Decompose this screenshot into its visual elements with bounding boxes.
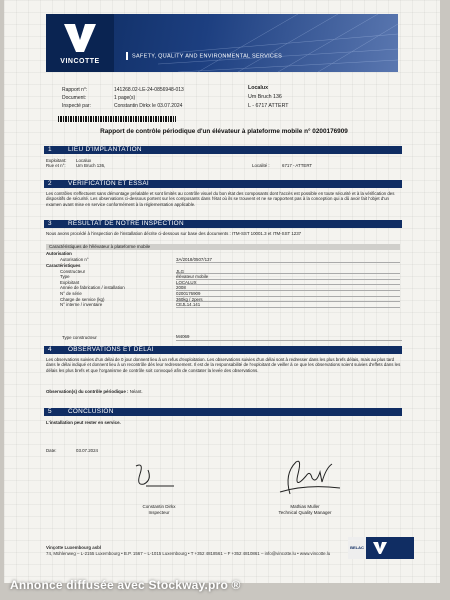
building-graphic: [158, 14, 398, 72]
brand-name: VINCOTTE: [60, 58, 100, 65]
table-row: N° interne / inventaire CEJL14.141: [46, 302, 400, 308]
conclusion-text: L'installation peut rester en service.: [46, 420, 121, 425]
characteristics-table-title: Caractéristiques de l'élévateur à plateforme mobile: [46, 244, 400, 250]
section-4-observations: Observation(s) du contrôle périodique : Néant.: [46, 389, 143, 394]
brand-tagline: SAFETY, QUALITY AND ENVIRONMENTAL SERVICES: [126, 52, 282, 60]
signature-dirkx: [130, 458, 180, 494]
type-constructor-label: Type constructeur: [62, 335, 97, 340]
characteristics-table: [46, 251, 400, 308]
table-row: Type élévateur mobile: [46, 274, 400, 280]
meta-row-report: Rapport n°: 141268.02-LE-24-0856948-013: [62, 87, 184, 93]
section-3-header: 3 RÉSULTAT DE NOTRE INSPECTION: [44, 220, 402, 228]
brand-logo: [46, 14, 114, 72]
section-1-body: Exploitant: Localux Rue et n°: Um Bruch 136, Localité : 6717 - ATTERT: [46, 158, 313, 169]
table-group-characteristics: Caractéristiques: [46, 262, 81, 268]
section-1-header: 1 LIEU D'IMPLANTATION: [44, 146, 402, 154]
document-title: Rapport de contrôle périodique d'un élévateur à plateforme mobile n° 0200176909: [100, 128, 348, 135]
vincotte-v-icon: [62, 20, 98, 54]
report-meta: [62, 86, 184, 110]
section-3-intro: Nous avons procédé à l'inspection de l'installation décrite ci-dessous sur base des documents : ITM-SST 10001.3 et ITM-SST 1237: [46, 231, 302, 236]
type-constructor-value: M4069: [176, 334, 402, 341]
meta-row-document: Document: 1 page(s): [62, 95, 136, 101]
section-4-body: Les observations suivies d'un délai de 0 jour donnent lieu à un refus d'exploitation. Les observations suivies d'un délai sont à redresser dans les plus brefs délais, mais au plus tard dans le délai indiqué et donnent lieu à un recontrôle dès leur redressement. Il est de la responsabilité de l'exploitant de veiller à ce que les observations soient suivies d'effets dans les délais les plus brefs et que l'organisme de contrôle soit convoqué afin de constater la levée des observations.: [46, 357, 401, 373]
table-row: Charge de service (kg) 360kg / 2pers: [46, 297, 400, 303]
meta-row-inspector: Inspecté par: Constantin Dirkx le 03.07.2024: [62, 103, 183, 109]
section-2-header: 2 VÉRIFICATION ET ESSAI: [44, 180, 402, 188]
vincotte-v-small-icon: [372, 541, 388, 555]
table-row: Constructeur JLG: [46, 269, 400, 275]
section-5-header: 5 CONCLUSION: [44, 408, 402, 416]
table-row: Année de fabrication / installation 2008: [46, 285, 400, 291]
header-banner: [46, 14, 398, 72]
signature-date: Date: 03.07.2024: [46, 448, 98, 453]
document-page: [4, 0, 440, 583]
table-row: Autorisation n° 3A/2018/0507/137: [46, 257, 400, 263]
section-2-body: Les contrôles s'effectuent sans démontage préalable et sont limités au contrôle visuel du bon état des composants dont l'accès est possible en toute sécurité et à la vérification des dispositifs de sécurité. Les observations ci-dessous portent sur les composants dans l'état où ils se trouvent et ne se rapportent pas à la conception qui a dû avoir fait l'objet d'un examen avant mise en service conformément à la réglementation applicable.: [46, 191, 395, 207]
recipient-address: Localux Um Bruch 136 L - 6717 ATTERT: [248, 85, 289, 109]
signer-1: Constantin Dirkx Inspecteur: [142, 504, 176, 515]
signer-2: Mathias Muller Technical Quality Manager: [278, 504, 332, 515]
table-row: N° de série 0200176909: [46, 291, 400, 297]
signature-muller: [276, 454, 346, 500]
table-group-authorization: Autorisation: [46, 251, 72, 256]
accreditation-badge: BELAC: [348, 537, 414, 559]
table-row: Exploitant LOCALUX: [46, 280, 400, 286]
section-4-header: 4 OBSERVATIONS ET DÉLAI: [44, 346, 402, 354]
watermark: Annonce diffusée avec Stockway.pro ®: [10, 578, 241, 592]
barcode: [58, 116, 176, 122]
page-footer: Vinçotte Luxembourg asbl 74, Mühlenweg – L-2155 Luxembourg • B.P. 1567 – L-1015 Luxembourg • T +352 4818561 – F +352 4810861 – info@vincotte.lu • www.vincotte.lu: [46, 545, 331, 556]
